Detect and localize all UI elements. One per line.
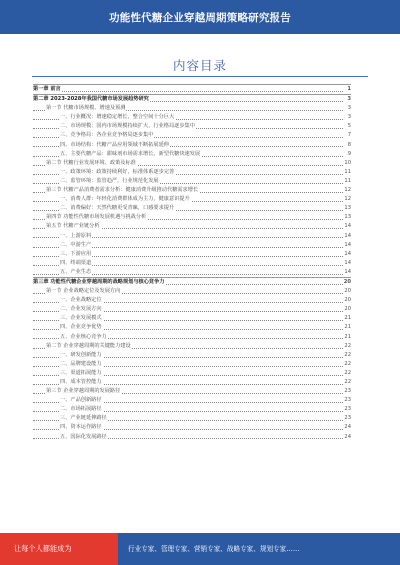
toc-entry-label: 五、国际化发展路径 [60, 433, 108, 442]
toc-entry-page: 14 [343, 268, 351, 277]
toc-entry[interactable] [33, 360, 351, 369]
toc-entry-label: 二、市场规模：国内市场规模持续扩大，行业格局逐步集中 [60, 122, 196, 131]
toc-entry-label: 五、企业核心竞争力 [60, 333, 108, 342]
report-title: 功能性代糖企业穿越周期策略研究报告 [109, 11, 291, 24]
toc-entry-page: 22 [343, 378, 351, 387]
header-bar [0, 0, 400, 34]
toc-title: 内容目录 [172, 58, 227, 73]
toc-entry-label: 第二章 2023-2028年我国代糖市场发展趋势研究 [33, 95, 150, 104]
toc-entry[interactable] [33, 159, 351, 168]
toc-entry[interactable] [33, 222, 351, 231]
toc-entry-label: 二、品牌建设能力 [60, 360, 103, 369]
toc-entry-label: 一、消费人群：年轻化消费群体成为主力，健康意识提升 [60, 195, 191, 204]
toc-entry[interactable] [33, 277, 351, 287]
toc-entry-label: 四、企业竞争优势 [60, 323, 103, 332]
toc-entry[interactable] [33, 204, 351, 213]
toc-entry-label: 二、监管环境：监管趋严，行业规范化发展 [60, 177, 160, 186]
toc-entry[interactable] [33, 296, 351, 305]
toc-entry[interactable] [33, 250, 351, 259]
toc-entry-label: 第三节 代糖产品消费者需求分析：健康消费升级推动代糖需求增长 [46, 186, 199, 195]
toc-entry-page: 9 [347, 150, 351, 159]
toc-entry-label: 一、上游原料 [60, 232, 92, 241]
toc-entry-page: 14 [343, 250, 351, 259]
toc-entry-page: 23 [343, 414, 351, 423]
toc-entry[interactable] [33, 122, 351, 131]
toc-entry[interactable] [33, 195, 351, 204]
toc-entry-label: 一、政策环境：政策持续利好，标准体系逐步完善 [60, 168, 175, 177]
toc-entry[interactable] [33, 314, 351, 323]
toc-entry[interactable] [33, 287, 351, 296]
toc-entry[interactable] [33, 342, 351, 351]
toc-entry-page: 8 [347, 141, 351, 150]
toc-entry-label: 第二节 企业穿越周期的关键能力建设 [46, 342, 132, 351]
toc-entry[interactable] [33, 351, 351, 360]
toc-entry[interactable] [33, 405, 351, 414]
toc-entry-page: 3 [347, 113, 351, 122]
toc-entry-label: 三、竞争格局：各企业竞争格局逐步集中 [60, 131, 154, 140]
toc-entry-page: 1 [346, 85, 351, 94]
toc-entry-label: 第四节 功能性代糖市场发展机遇与挑战分析 [46, 213, 147, 222]
toc-entry-page: 21 [343, 314, 351, 323]
toc-entry[interactable] [33, 168, 351, 177]
toc-entry-page: 10 [343, 159, 351, 168]
toc-entry-page: 22 [343, 351, 351, 360]
toc-entry[interactable] [33, 241, 351, 250]
toc-entry[interactable] [33, 305, 351, 314]
toc-entry[interactable] [33, 369, 351, 378]
toc-entry-page: 7 [347, 131, 351, 140]
toc-entry[interactable] [33, 131, 351, 140]
toc-entry[interactable] [33, 387, 351, 396]
toc-entry-label: 三、产业链延伸路径 [60, 414, 108, 423]
toc-entry[interactable] [33, 177, 351, 186]
toc-entry-page: 22 [343, 360, 351, 369]
toc-entry-page: 3 [347, 104, 351, 113]
toc-entry-label: 三、下游应用 [60, 250, 92, 259]
footer-bar [0, 533, 400, 565]
toc-entry-label: 第二节 代糖行业发展环境、政策及标准 [46, 159, 137, 168]
toc-entry[interactable] [33, 268, 351, 277]
toc-entry-label: 二、企业发展方向 [60, 305, 103, 314]
toc-entry-label: 四、成本管控能力 [60, 378, 103, 387]
toc-entry[interactable] [33, 378, 351, 387]
toc-entry-page: 13 [343, 204, 351, 213]
toc-entry[interactable] [33, 213, 351, 222]
toc-entry-label: 三、企业发展模式 [60, 314, 103, 323]
toc-entry-label: 四、资本运作路径 [60, 423, 103, 432]
toc-entry-page: 12 [343, 195, 351, 204]
toc-leader-dots [33, 91, 343, 92]
toc-entry[interactable] [33, 414, 351, 423]
toc-entry[interactable] [33, 323, 351, 332]
toc-entry-label: 二、消费偏好：天然代糖更受青睐，口感要求提升 [60, 204, 175, 213]
toc-entry-page: 11 [343, 177, 351, 186]
toc-entry-page: 24 [343, 433, 351, 442]
toc-entry-label: 二、中游生产 [60, 241, 92, 250]
toc-entry[interactable] [33, 94, 351, 104]
toc-entry-page: 22 [343, 342, 351, 351]
footer-slogan: 让每个人都能成为 [14, 544, 72, 553]
toc-entry[interactable] [33, 84, 351, 94]
toc-entry-page: 22 [343, 369, 351, 378]
toc-entry-page: 11 [343, 168, 351, 177]
toc-entry-label: 第三节 企业穿越周期的发展路径 [46, 387, 121, 396]
footer-tagline: 行业专家、管理专家、营销专家、战略专家、规划专家…… [128, 545, 300, 553]
table-of-contents [33, 84, 351, 442]
toc-entry-label: 第一节 代糖市场规模、增速及预测 [46, 104, 126, 113]
toc-entry-page: 23 [343, 405, 351, 414]
toc-entry[interactable] [33, 423, 351, 432]
toc-entry-page: 5 [347, 122, 351, 131]
toc-entry-page: 21 [343, 323, 351, 332]
toc-entry-page: 24 [343, 423, 351, 432]
toc-entry[interactable] [33, 433, 351, 442]
toc-entry-page: 3 [346, 95, 351, 104]
toc-entry-label: 一、企业战略定位 [60, 296, 103, 305]
toc-entry[interactable] [33, 186, 351, 195]
toc-entry-label: 第一章 前言 [33, 85, 62, 94]
toc-entry[interactable] [33, 150, 351, 159]
toc-entry-page: 20 [343, 305, 351, 314]
toc-entry-label: 一、产品创新路径 [60, 396, 103, 405]
toc-entry-label: 五、主要代糖产品：甜味剂市场需求增长，新型代糖快速发展 [60, 150, 201, 159]
toc-entry-label: 第五节 代糖产业链分析 [46, 222, 101, 231]
toc-entry-label: 第一节 企业战略定位及发展方向 [46, 287, 121, 296]
toc-entry[interactable] [33, 113, 351, 122]
toc-entry-page: 23 [343, 387, 351, 396]
toc-entry[interactable] [33, 259, 351, 268]
toc-entry-page: 13 [343, 213, 351, 222]
toc-entry[interactable] [33, 232, 351, 241]
toc-entry-label: 二、市场拓展路径 [60, 405, 103, 414]
toc-entry[interactable] [33, 104, 351, 113]
toc-entry-label: 四、终端渠道 [60, 259, 92, 268]
toc-entry-label: 三、渠道拓展能力 [60, 369, 103, 378]
toc-entry-label: 一、研发创新能力 [60, 351, 103, 360]
toc-entry-page: 14 [343, 259, 351, 268]
toc-entry-label: 第三章 功能性代糖企业穿越周期的战略规划与核心竞争力 [33, 278, 166, 287]
toc-entry[interactable] [33, 396, 351, 405]
toc-entry[interactable] [33, 333, 351, 342]
toc-entry-page: 14 [343, 232, 351, 241]
title-divider [32, 76, 368, 77]
toc-entry-page: 12 [343, 186, 351, 195]
toc-entry-page: 14 [343, 222, 351, 231]
toc-entry-page: 20 [343, 278, 351, 287]
toc-entry-label: 五、产业生态 [60, 268, 92, 277]
toc-entry[interactable] [33, 141, 351, 150]
toc-entry-label: 四、市场结构：代糖产品应用领域不断拓展延伸 [60, 141, 170, 150]
toc-entry-page: 23 [343, 396, 351, 405]
toc-entry-page: 20 [343, 296, 351, 305]
toc-entry-label: 一、行业概况：增速稳定增长，整合空间十分巨大 [60, 113, 175, 122]
toc-entry-page: 14 [343, 241, 351, 250]
toc-entry-page: 21 [343, 333, 351, 342]
toc-entry-page: 20 [343, 287, 351, 296]
